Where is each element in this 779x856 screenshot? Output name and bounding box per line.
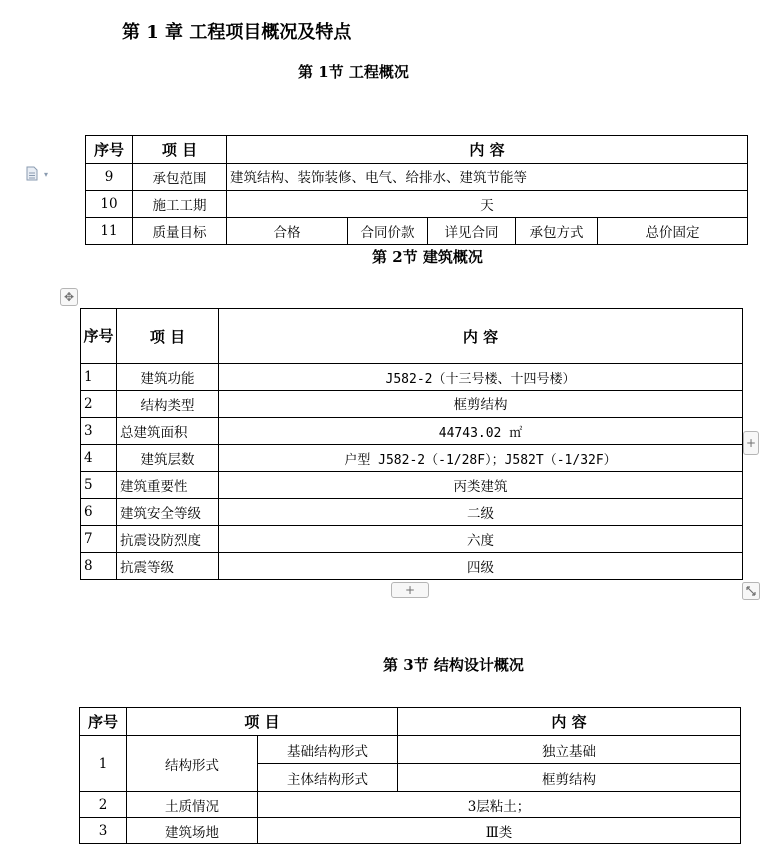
row-no: 8 [81, 553, 117, 580]
table-row [80, 736, 741, 764]
document-icon[interactable] [26, 166, 38, 181]
row-item: 建筑安全等级 [117, 499, 219, 526]
quality-value: 合格 [227, 218, 348, 245]
table-row [81, 418, 743, 445]
row-item: 承包范围 [133, 164, 227, 191]
header-item: 项 目 [133, 136, 227, 164]
resize-icon[interactable] [742, 582, 760, 600]
chevron-down-icon[interactable]: ▾ [44, 170, 49, 179]
row-content: 丙类建筑 [219, 472, 743, 499]
row-no: 2 [80, 792, 127, 818]
table-row [81, 553, 743, 580]
table-row [81, 445, 743, 472]
row-content: 44743.02 ㎡ [219, 418, 743, 445]
row-no: 5 [81, 472, 117, 499]
table-row [80, 818, 741, 844]
table-row [81, 526, 743, 553]
row-no: 7 [81, 526, 117, 553]
table-row [81, 499, 743, 526]
header-no: 序号 [81, 309, 117, 364]
row-no: 3 [81, 418, 117, 445]
row-content: 框剪结构 [219, 391, 743, 418]
row-subitem: 主体结构形式 [258, 764, 398, 792]
table-row [86, 164, 748, 191]
chapter-title: 第 1 章 工程项目概况及特点 [122, 22, 352, 43]
table-header-row [86, 136, 748, 164]
row-content: J582-2（十三号楼、十四号楼） [219, 364, 743, 391]
table-row [80, 792, 741, 818]
table-row [81, 472, 743, 499]
row-item: 总建筑面积 [117, 418, 219, 445]
row-content: 天 [227, 191, 748, 218]
add-row-button[interactable]: + [391, 582, 429, 598]
table-row [86, 191, 748, 218]
table-project-overview [85, 135, 748, 245]
row-content: 建筑结构、装饰装修、电气、给排水、建筑节能等 [227, 164, 748, 191]
row-content: Ⅲ类 [258, 818, 741, 844]
section-3-title: 第 3节 结构设计概况 [383, 656, 524, 674]
row-item: 建筑重要性 [117, 472, 219, 499]
header-content: 内 容 [398, 708, 741, 736]
row-content: 户型 J582-2（-1/28F）；J582T（-1/32F） [219, 445, 743, 472]
row-item: 结构类型 [117, 391, 219, 418]
row-no: 6 [81, 499, 117, 526]
row-item: 土质情况 [127, 792, 258, 818]
contract-mode-value: 总价固定 [598, 218, 748, 245]
header-item: 项 目 [117, 309, 219, 364]
table-building-overview [80, 308, 743, 580]
row-item: 抗震等级 [117, 553, 219, 580]
row-content: 独立基础 [398, 736, 741, 764]
table-row [81, 391, 743, 418]
contract-price-value: 详见合同 [428, 218, 516, 245]
row-content: 六度 [219, 526, 743, 553]
row-content: 四级 [219, 553, 743, 580]
contract-mode-label: 承包方式 [516, 218, 598, 245]
row-item: 质量目标 [133, 218, 227, 245]
table-row [81, 364, 743, 391]
header-content: 内 容 [227, 136, 748, 164]
row-no: 2 [81, 391, 117, 418]
row-item: 建筑功能 [117, 364, 219, 391]
move-icon[interactable]: ✥ [60, 288, 78, 306]
row-content: 框剪结构 [398, 764, 741, 792]
header-content: 内 容 [219, 309, 743, 364]
table-header-row [80, 708, 741, 736]
row-item: 施工工期 [133, 191, 227, 218]
row-content: 3层粘土； [258, 792, 741, 818]
header-no: 序号 [80, 708, 127, 736]
row-content: 二级 [219, 499, 743, 526]
add-column-button[interactable]: + [743, 431, 759, 455]
row-no: 9 [86, 164, 133, 191]
row-no: 1 [80, 736, 127, 792]
row-no: 4 [81, 445, 117, 472]
table-row [86, 218, 748, 245]
row-item: 结构形式 [127, 736, 258, 792]
row-item: 建筑层数 [117, 445, 219, 472]
table-header-row [81, 309, 743, 364]
row-no: 3 [80, 818, 127, 844]
contract-price-label: 合同价款 [348, 218, 428, 245]
row-subitem: 基础结构形式 [258, 736, 398, 764]
section-2-title: 第 2节 建筑概况 [372, 248, 483, 266]
row-no: 1 [81, 364, 117, 391]
row-item: 建筑场地 [127, 818, 258, 844]
table-structure-design [79, 707, 741, 844]
row-no: 10 [86, 191, 133, 218]
header-item: 项 目 [127, 708, 398, 736]
section-1-title: 第 1节 工程概况 [298, 63, 409, 81]
row-no: 11 [86, 218, 133, 245]
row-item: 抗震设防烈度 [117, 526, 219, 553]
header-no: 序号 [86, 136, 133, 164]
